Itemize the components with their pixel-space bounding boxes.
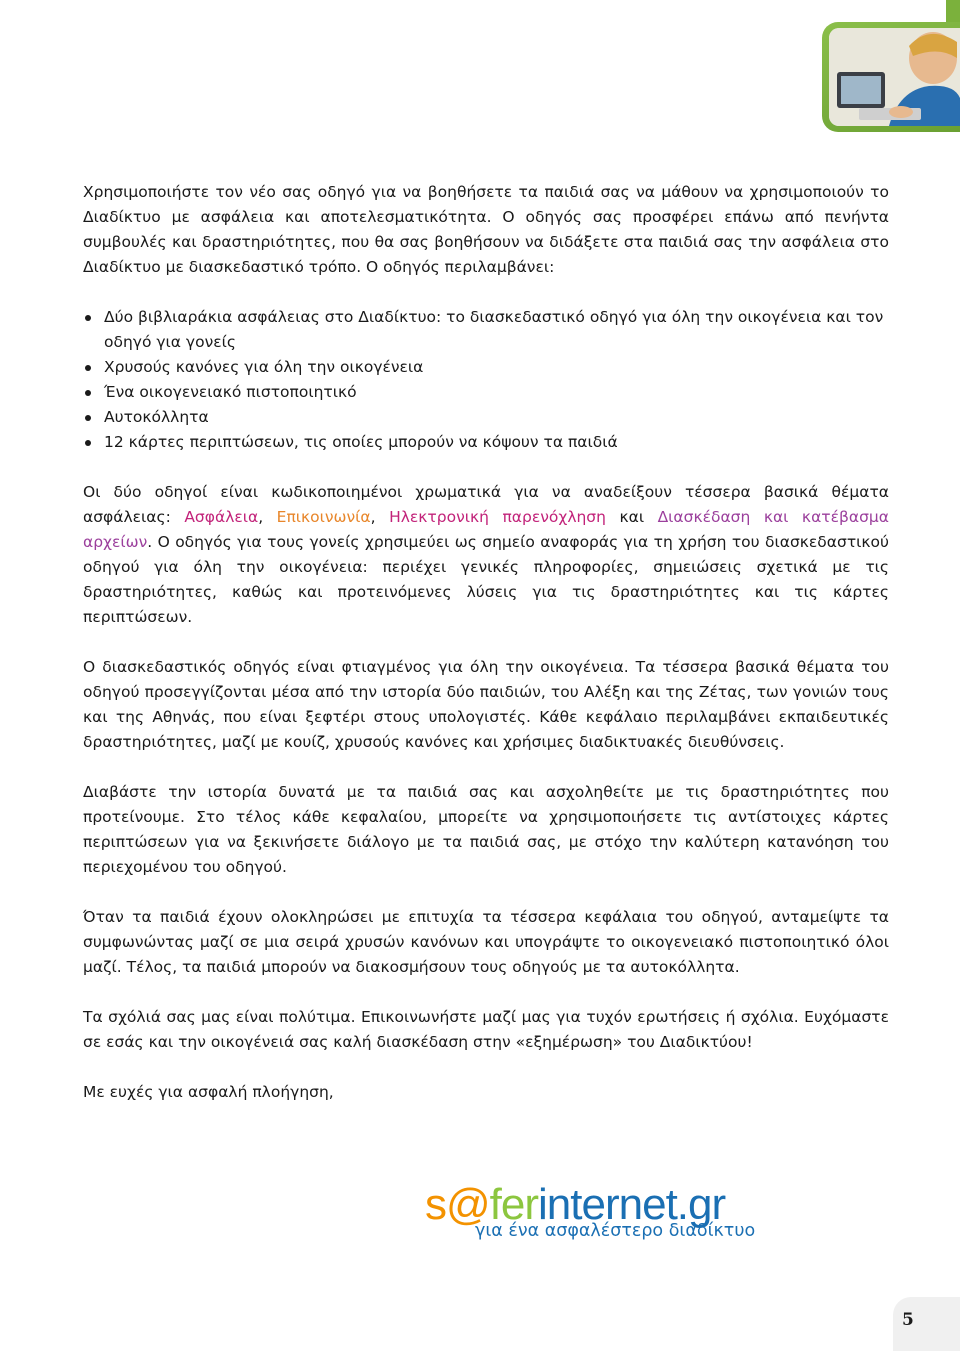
bullet-icon — [85, 415, 91, 421]
read-story-paragraph: Διαβάστε την ιστορία δυνατά με τα παιδιά σας και ασχοληθείτε με τις δραστηριότητες που προτείνουμε. Στο τέλος κάθε κεφαλαίου, μπορείτε να χρησιμοποιήσετε τις αντίστοιχες κάρτες περιπτώσεων για να ξεκινήσετε διάλογο με τα παιδιά σας, με στόχο την καλύτερη κατανόηση του περιεχομένου του οδηγού. — [83, 783, 889, 876]
header-photo — [822, 22, 960, 132]
photo-illustration — [829, 28, 960, 126]
list-item: Αυτοκόλλητα — [83, 405, 889, 430]
feedback-paragraph: Τα σχόλιά σας μας είναι πολύτιμα. Επικοινωνήστε μαζί μας για τυχόν ερωτήσεις ή σχόλια. Ευχόμαστε σε εσάς και την οικογένειά σας καλή διασκέδαση στην «εξημέρωση» του Διαδικτύου! — [83, 1008, 889, 1051]
saferinternet-logo — [425, 1180, 765, 1243]
list-item: Δύο βιβλιαράκια ασφάλειας στο Διαδίκτυο: το διασκεδαστικό οδηγό για όλη την οικογένεια και τον οδηγό για γονείς — [83, 305, 889, 355]
closing-line: Με ευχές για ασφαλή πλοήγηση, — [83, 1083, 334, 1101]
topic-harassment: Ηλεκτρονική παρενόχληση — [389, 508, 606, 526]
list-item: Χρυσούς κανόνες για όλη την οικογένεια — [83, 355, 889, 380]
logo-tagline: για ένα ασφαλέστερο διαδίκτυο — [475, 1221, 756, 1241]
main-content — [83, 180, 889, 1105]
fun-guide-paragraph: Ο διασκεδαστικός οδηγός είναι φτιαγμένος για όλη την οικογένεια. Τα τέσσερα βασικά θέματα του οδηγού προσεγγίζονται μέσα από την ιστορία δύο παιδιών, του Αλέξη και της Ζέτας, των γονιών τους και της Αθηνάς, που είναι ξεφτέρι στους υπολογιστές. Κάθε κεφάλαιο περιλαμβάνει εκπαιδευτικές δραστηριότητες, μαζί με κουίζ, χρυσούς κανόνες και χρήσιμες διαδικτυακές διευθύνσεις. — [83, 658, 889, 751]
list-item: 12 κάρτες περιπτώσεων, τις οποίες μπορούν να κόψουν τα παιδιά — [83, 430, 889, 455]
child-at-computer-image — [829, 28, 960, 126]
topic-fun-downloads: Διασκέδαση και κατέβασμα αρχείων — [83, 508, 890, 551]
bullet-icon — [85, 390, 91, 396]
page-number: 5 — [902, 1310, 914, 1330]
bullet-icon — [85, 365, 91, 371]
intro-paragraph: Χρησιμοποιήστε τον νέο σας οδηγό για να βοηθήσετε τα παιδιά σας να μάθουν να χρησιμοποιούν το Διαδίκτυο με ασφάλεια και αποτελεσματικότητα. Ο οδηγός σας προσφέρει επάνω από πενήντα συμβουλές και δραστηριότητες, που θα σας βοηθήσουν να διδάξετε στα παιδιά σας την ασφάλεια στο Διαδίκτυο με διασκεδαστικό τρόπο. Ο οδηγός περιλαμβάνει: — [83, 183, 889, 276]
guide-contents-list — [83, 305, 889, 455]
top-accent-band — [946, 0, 960, 22]
completion-paragraph: Όταν τα παιδιά έχουν ολοκληρώσει με επιτυχία τα τέσσερα κεφάλαια του οδηγού, ανταμείψτε τα συμφωνώντας μαζί σε μια σειρά χρυσών κανόνων και υπογράψτε το οικογενειακό πιστοποιητικό όλοι μαζί. Τέλος, τα παιδιά μπορούν να διακοσμήσουν τους οδηγούς με τα αυτοκόλλητα. — [83, 908, 889, 976]
bullet-icon — [85, 315, 91, 321]
bullet-icon — [85, 440, 91, 446]
themes-paragraph: Οι δύο οδηγοί είναι κωδικοποιημένοι χρωματικά για να αναδείξουν τέσσερα βασικά θέματα ασφάλειας: Ασφάλεια, Επικοινωνία, Ηλεκτρονική παρενόχληση και Διασκέδαση και κατέβασμα αρχείων. Ο οδηγός για τους γονείς χρησιμεύει ως σημείο αναφοράς για τη χρήση του διασκεδαστικού οδηγού για όλη την οικογένεια: περιέχει γενικές πληροφορίες, σημειώσεις σχετικά με τις δραστηριότητες, καθώς και προτεινόμενες λύσεις για τις δραστηριότητες και τις κάρτες περιπτώσεων. — [83, 483, 890, 626]
topic-safety: Ασφάλεια — [184, 508, 259, 526]
list-item: Ένα οικογενειακό πιστοποιητικό — [83, 380, 889, 405]
topic-communication: Επικοινωνία — [276, 508, 371, 526]
logo-wordmark: s@ferinternet.gr — [425, 1180, 726, 1229]
